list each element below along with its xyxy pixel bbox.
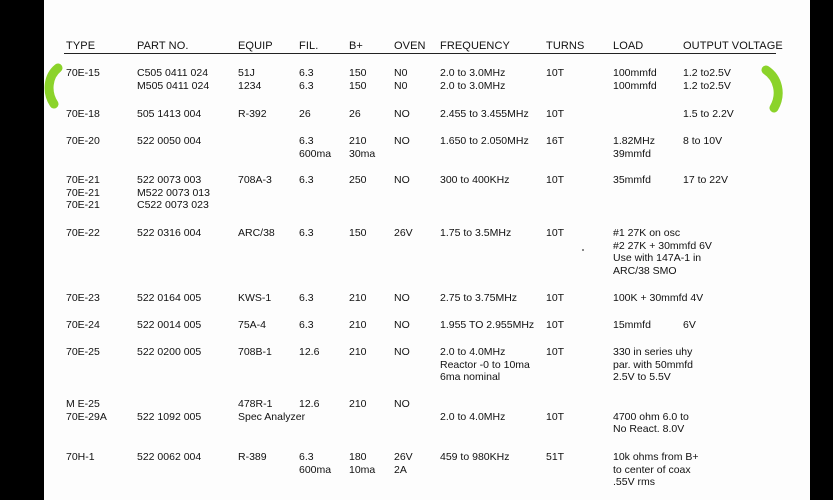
cell-turns: 10T: [546, 67, 565, 79]
cell-part-no: 522 0014 005: [137, 319, 202, 331]
cell-load: 330 in series uhy par. with 50mmfd 2.5V to 5.5V: [613, 346, 693, 384]
cell-type: 70E-22: [66, 227, 100, 239]
cell-equip: R-392: [238, 108, 267, 120]
cell-frequency: 2.0 to 3.0MHz 2.0 to 3.0MHz: [440, 67, 506, 92]
cell-frequency: 2.0 to 4.0MHz: [440, 410, 506, 423]
cell-part-no: 522 1092 005: [137, 410, 202, 423]
cell-type: 70H-1: [66, 451, 95, 463]
cell-part-no: 522 0164 005: [137, 292, 202, 304]
cell-load: 1.82MHz 39mmfd: [613, 135, 656, 160]
cell-fil: 6.3: [299, 174, 314, 186]
cell-fil: 6.3: [299, 319, 314, 331]
speck: [582, 249, 584, 251]
cell-frequency: 2.455 to 3.455MHz: [440, 108, 529, 120]
cell-load: 100K + 30mmfd 4V: [613, 292, 704, 304]
cell-turns: 10T: [546, 108, 565, 120]
cell-output-voltage: [683, 292, 686, 305]
cell-oven: NO: [394, 319, 410, 331]
cell-b-plus: 150: [349, 227, 367, 239]
cell-turns: 10T: [546, 227, 565, 239]
cell-output-voltage: [683, 398, 686, 411]
cell-b-plus: 210: [349, 319, 367, 331]
cell-load: #1 27K on osc #2 27K + 30mmfd 6V Use with 147A-1 in ARC/38 SMO: [613, 227, 712, 277]
cell-equip: 708A-3: [238, 174, 272, 186]
cell-frequency: 2.75 to 3.75MHz: [440, 292, 518, 304]
cell-b-plus: 150 150: [349, 67, 367, 92]
cell-b-plus: 26: [349, 108, 361, 120]
cell-type: 70E-23: [66, 292, 100, 304]
cell-frequency: 300 to 400KHz: [440, 174, 510, 186]
cell-b-plus: 210: [349, 292, 367, 304]
header-output-voltage: OUTPUT VOLTAGE: [683, 40, 783, 52]
cell-output-voltage: 1.2 to2.5V 1.2 to2.5V: [683, 67, 731, 92]
cell-type: 70E-20: [66, 135, 100, 147]
cell-output-voltage: 6V: [683, 319, 696, 331]
cell-output-voltage: [683, 451, 686, 464]
cell-type: 70E-25: [66, 346, 100, 358]
cell-turns: 10T: [546, 174, 565, 186]
cell-type: 70E-24: [66, 319, 100, 331]
cell-part-no: 522 0062 004: [137, 451, 202, 463]
cell-turns: 10T: [546, 319, 565, 331]
cell-frequency: 1.955 TO 2.955MHz: [440, 319, 535, 331]
cell-fil: 6.3 600ma: [299, 451, 332, 476]
cell-fil: 6.3: [299, 227, 314, 239]
cell-equip: R-389: [238, 451, 267, 463]
cell-b-plus: 180 10ma: [349, 451, 376, 476]
cell-fil: 26: [299, 108, 311, 120]
cell-load: [613, 108, 616, 121]
header-part-no: PART NO.: [137, 40, 189, 52]
document-page: [44, 0, 810, 500]
cell-output-voltage: 1.5 to 2.2V: [683, 108, 734, 120]
cell-part-no: 522 0050 004: [137, 135, 202, 147]
cell-type: M E-25 70E-29A: [66, 398, 107, 423]
header-equip: EQUIP: [238, 40, 273, 52]
header-b-plus: B+: [349, 40, 363, 52]
cell-fil: 6.3 6.3: [299, 67, 314, 92]
cell-load: 15mmfd: [613, 319, 651, 331]
cell-oven: NO: [394, 108, 410, 120]
cell-turns: 51T: [546, 451, 565, 463]
cell-part-no: 505 1413 004: [137, 108, 202, 120]
green-highlight-mark-right: [756, 64, 792, 118]
cell-turns: 10T: [546, 346, 565, 358]
cell-equip: 75A-4: [238, 319, 267, 331]
header-load: LOAD: [613, 40, 644, 52]
cell-fil: 6.3 600ma: [299, 135, 332, 160]
cell-frequency: 459 to 980KHz: [440, 451, 510, 463]
cell-output-voltage: 8 to 10V: [683, 135, 723, 147]
cell-equip: 708B-1: [238, 346, 272, 358]
header-fil: FIL.: [299, 40, 319, 52]
cell-frequency: 1.75 to 3.5MHz: [440, 227, 512, 239]
cell-output-voltage: [683, 227, 686, 240]
header-oven: OVEN: [394, 40, 426, 52]
cell-turns: 16T: [546, 135, 565, 147]
cell-equip: 478R-1 Spec Analyzer: [238, 398, 306, 423]
cell-oven: 26V 2A: [394, 451, 413, 476]
cell-oven: NO: [394, 346, 410, 358]
cell-fil: 12.6: [299, 398, 320, 410]
cell-oven: NO: [394, 174, 410, 186]
header-rule: [64, 53, 776, 54]
cell-turns: 10T: [546, 410, 565, 423]
cell-output-voltage: [683, 346, 686, 359]
cell-load: 10k ohms from B+ to center of coax .55V rms: [613, 451, 699, 489]
header-frequency: FREQUENCY: [440, 40, 510, 52]
cell-b-plus: 250: [349, 174, 367, 186]
cell-oven: NO: [394, 292, 410, 304]
cell-frequency: 2.0 to 4.0MHz Reactor -0 to 10ma 6ma nominal: [440, 346, 530, 384]
cell-part-no: C505 0411 024 M505 0411 024: [137, 67, 210, 92]
cell-oven: NO: [394, 135, 410, 147]
cell-turns: 10T: [546, 292, 565, 304]
cell-output-voltage: 17 to 22V: [683, 174, 728, 186]
cell-part-no: 522 0073 003 M522 0073 013 C522 0073 023: [137, 174, 210, 212]
cell-equip: ARC/38: [238, 227, 275, 239]
cell-type: 70E-21 70E-21 70E-21: [66, 174, 100, 212]
cell-equip: 51J 1234: [238, 67, 262, 92]
cell-frequency: 1.650 to 2.050MHz: [440, 135, 529, 147]
header-turns: TURNS: [546, 40, 585, 52]
cell-fil: 12.6: [299, 346, 320, 358]
cell-fil: 6.3: [299, 292, 314, 304]
cell-load: 35mmfd: [613, 174, 651, 186]
cell-part-no: 522 0200 005: [137, 346, 202, 358]
cell-type: 70E-18: [66, 108, 100, 120]
cell-load: 4700 ohm 6.0 to No React. 8.0V: [613, 410, 689, 436]
cell-type: 70E-15: [66, 67, 100, 79]
cell-part-no: 522 0316 004: [137, 227, 202, 239]
cell-oven: N0 N0: [394, 67, 408, 92]
cell-load: 100mmfd 100mmfd: [613, 67, 657, 92]
cell-b-plus: 210: [349, 346, 367, 358]
header-type: TYPE: [66, 40, 96, 52]
cell-oven: NO: [394, 398, 410, 410]
green-highlight-mark-left: [44, 62, 66, 112]
cell-equip: KWS-1: [238, 292, 272, 304]
cell-b-plus: 210 30ma: [349, 135, 376, 160]
cell-equip: [238, 135, 241, 148]
cell-oven: 26V: [394, 227, 413, 239]
cell-b-plus: 210: [349, 398, 367, 410]
